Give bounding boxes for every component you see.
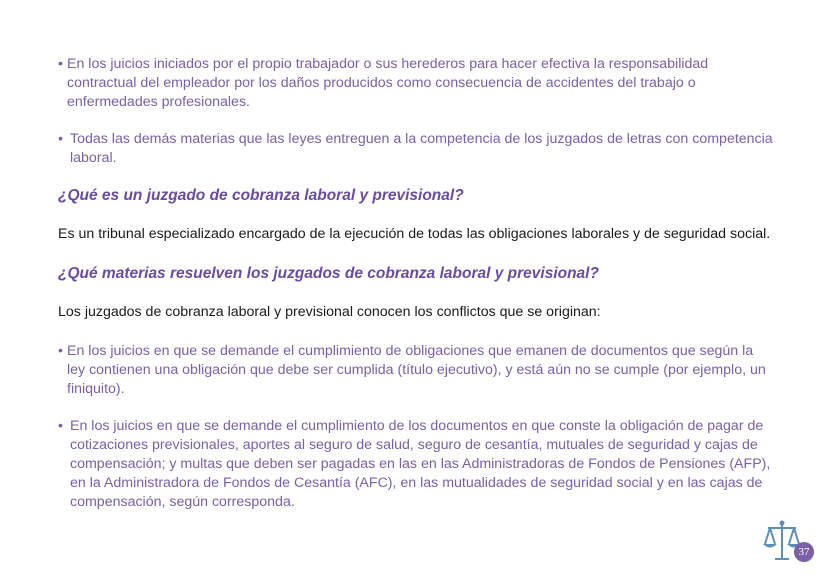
bullet-dot: • [58, 418, 63, 434]
bullet-demas-materias [58, 130, 774, 168]
bullet-text: En los juicios en que se demande el cumplimiento de obligaciones que emanen de documentos que según la ley contienen una obligación que debe ser cumplida (título ejecutivo), y está aún no se cumple (por ejemplo, un finiquito). [67, 343, 766, 397]
bullet-titulo-ejecutivo [58, 342, 774, 399]
bullet-text: En los juicios en que se demande el cumplimiento de los documentos en que conste la obligación de pagar de cotizaciones previsionales, aportes al seguro de salud, seguro de cesantía, mutuales de seguridad y cajas de compensación; y multas que deben ser pagadas en las en las Administradoras de Fondos de Pensiones (AFP), en la Administradora de Fondos de Cesantía (AFC), en las mutualidades de seguridad social y en las cajas de compensación, según corresponda. [70, 418, 771, 510]
bullet-cotizaciones [58, 417, 774, 512]
heading-que-es-juzgado: ¿Qué es un juzgado de cobranza laboral y previsional? [58, 187, 464, 204]
page-content [58, 55, 774, 530]
bullet-dot: • [58, 56, 63, 72]
bullet-accidentes-trabajo [58, 55, 774, 112]
paragraph-conflictos: Los juzgados de cobranza laboral y previsional conocen los conflictos que se originan: [58, 304, 601, 320]
bullet-text: Todas las demás materias que las leyes entreguen a la competencia de los juzgados de letras con competencia laboral. [70, 131, 773, 166]
bullet-dot: • [58, 131, 63, 147]
paragraph-definicion: Es un tribunal especializado encargado de la ejecución de todas las obligaciones laborales y de seguridad social. [58, 226, 771, 242]
page-number-badge: 37 [794, 542, 814, 562]
bullet-text: En los juicios iniciados por el propio trabajador o sus herederos para hacer efectiva la responsabilidad contractual del empleador por los daños producidos como consecuencia de accidentes del trabajo o enfermedades profesionales. [67, 56, 709, 110]
bullet-dot: • [58, 343, 63, 359]
heading-que-materias: ¿Qué materias resuelven los juzgados de cobranza laboral y previsional? [58, 265, 599, 282]
